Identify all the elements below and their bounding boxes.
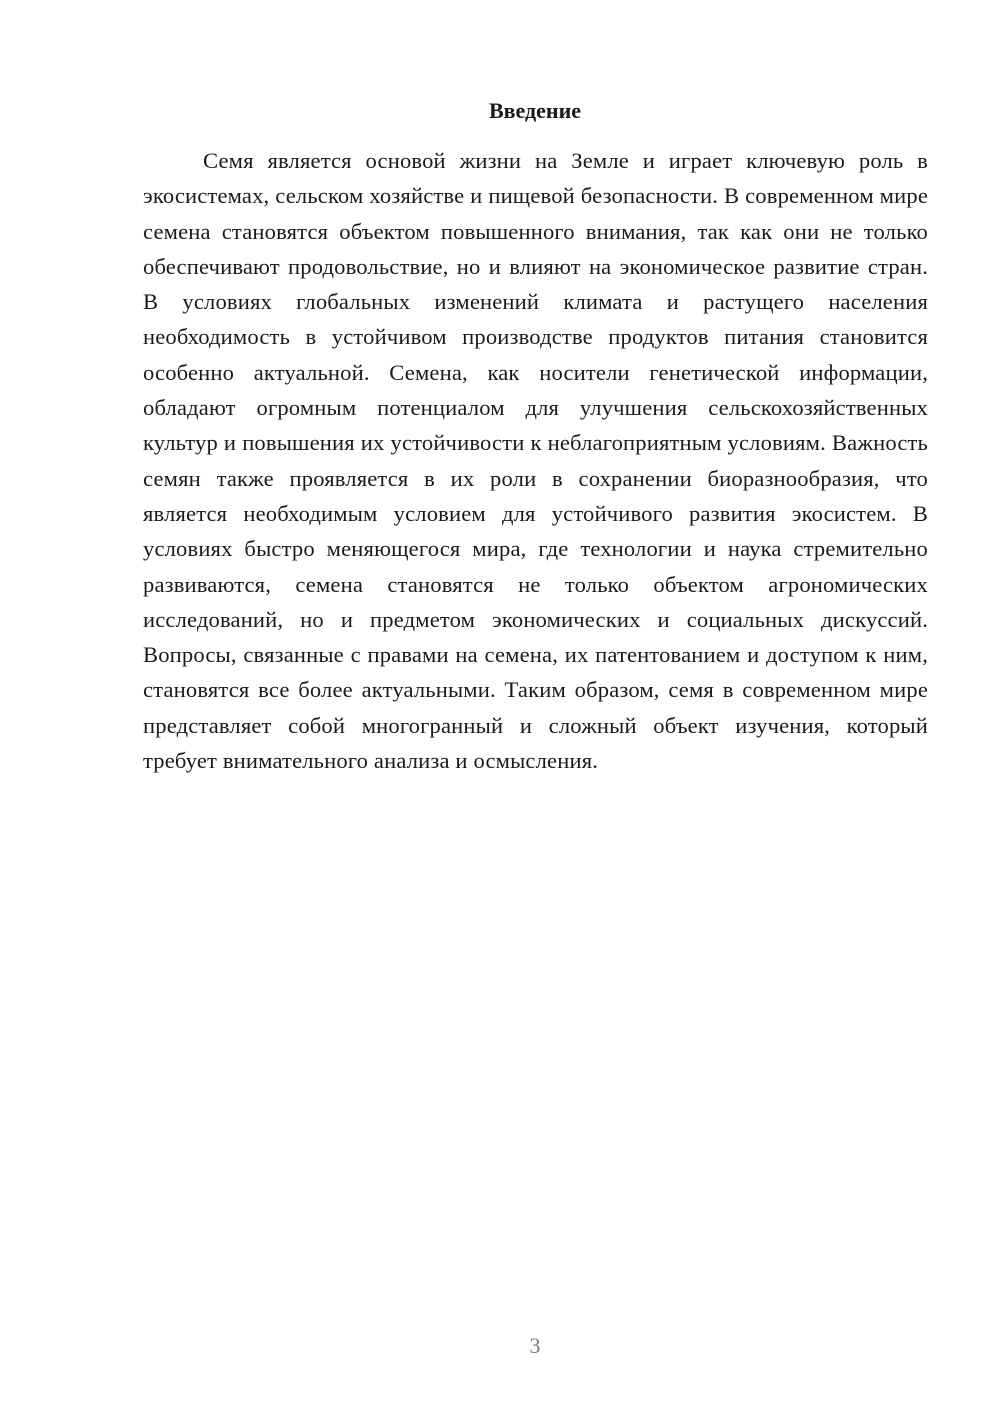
- page-title: Введение: [488, 98, 582, 123]
- page-number: 3: [529, 1333, 541, 1358]
- intro-paragraph: Семя является основой жизни на Земле и играет ключевую роль в экосистемах, сельском хозяйстве и пищевой безопасности. В современном мире семена становятся объектом повышенного внимания, так как они не только обеспечивают продовольствие, но и влияют на экономическое развитие стран. В условиях глобальных изменений климата и растущего населения необходимость в устойчивом производстве продуктов питания становится особенно актуальной. Семена, как носители генетической информации, обладают огромным потенциалом для улучшения сельскохозяйственных культур и повышения их устойчивости к неблагоприятным условиям. Важность семян также проявляется в их роли в сохранении биоразнообразия, что является необходимым условием для устойчивого развития экосистем. В условиях быстро меняющегося мира, где технологии и наука стремительно развиваются, семена становятся не только объектом агрономических исследований, но и предметом экономических и социальных дискуссий. Вопросы, связанные с правами на семена, их патентованием и доступом к ним, становятся все более актуальными. Таким образом, семя в современном мире представляет собой многогранный и сложный объект изучения, который требует внимательного анализа и осмысления.: [143, 148, 928, 774]
